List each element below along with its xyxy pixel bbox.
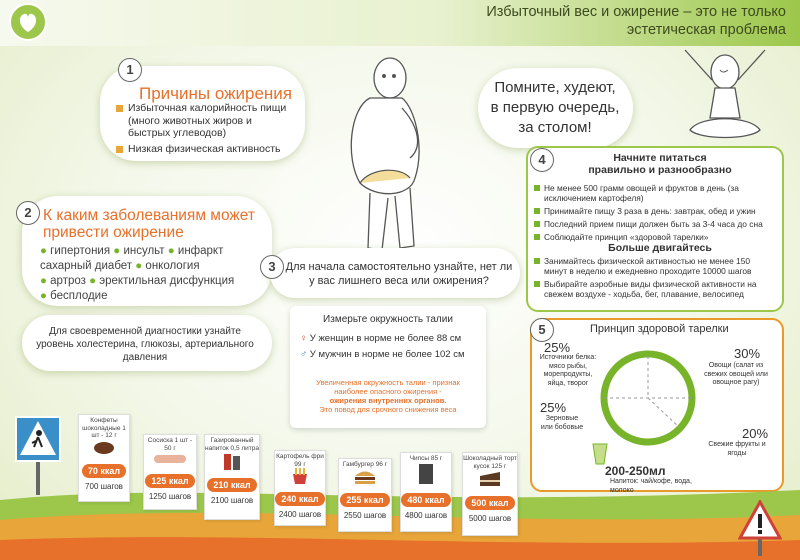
- food-kcal: 210 ккал: [207, 478, 256, 492]
- waist-title: Измерьте окружность талии: [323, 314, 453, 325]
- burger-icon: [352, 469, 378, 485]
- food-steps: 2550 шагов: [343, 510, 387, 520]
- step-number-3: 3: [260, 255, 284, 279]
- food-kcal: 500 ккал: [465, 496, 514, 510]
- warning-line: Это повод для срочного снижения веса: [319, 405, 457, 414]
- food-name: Сосиска 1 шт - 50 г: [147, 437, 193, 452]
- warning-line: ожирения внутренних органов.: [329, 396, 447, 405]
- eating-title-line-1: Начните питаться: [613, 152, 707, 164]
- disease-item: инфаркт: [177, 245, 224, 257]
- candy-icon: [89, 440, 119, 456]
- step-number-2: 2: [16, 201, 40, 225]
- drink-label: Напиток: чай/кофе, вода, молоко: [610, 478, 692, 494]
- men-norm-row: [300, 349, 464, 360]
- causes-list: [116, 102, 296, 158]
- food-steps: 2400 шагов: [278, 510, 322, 519]
- sausage-icon: [152, 452, 188, 466]
- waist-warning: [290, 378, 486, 414]
- fruit-percent: 20%: [742, 426, 769, 441]
- food-card: [400, 452, 452, 532]
- eating-advice-list: [534, 183, 774, 245]
- disease-item: эректильная дисфункция: [99, 275, 235, 287]
- food-kcal: 70 ккал: [82, 464, 126, 478]
- disease-item: бесплодие: [50, 290, 108, 302]
- healthy-plate-icon: [600, 350, 696, 446]
- food-card: [143, 434, 197, 510]
- disease-item: онкология: [145, 260, 200, 272]
- title-line-2: эстетическая проблема: [626, 22, 786, 38]
- grain-label: Зерновые или бобовые: [540, 415, 584, 431]
- causes-title: Причины ожирения: [139, 84, 292, 103]
- eating-advice-item: Соблюдайте принцип «здоровой тарелки»: [534, 232, 774, 242]
- fruit-label: Свежие фрукты и ягоды: [708, 441, 766, 457]
- food-name: Гамбургер 96 г: [342, 461, 388, 468]
- food-steps: 5000 шагов: [468, 514, 512, 523]
- veg-label: Овощи (салат из свежих овощей или овощное рагу): [704, 362, 768, 386]
- drink-amount: 200-250мл: [605, 464, 666, 478]
- eating-advice-item: Последний прием пищи должен быть за 3-4 часа до сна: [534, 219, 774, 229]
- food-card: [338, 458, 392, 532]
- warning-line: наиболее опасного ожирения -: [334, 387, 442, 396]
- cake-slice-icon: [477, 470, 503, 488]
- warning-sign-icon: [738, 500, 782, 556]
- healthy-lifestyle-logo-icon: [8, 2, 48, 42]
- man-icon: ♂: [300, 349, 308, 360]
- step-number-4: 4: [530, 148, 554, 172]
- disease-item: гипертония: [50, 245, 111, 257]
- move-advice-item: Занимайтесь физической активностью не менее 150 минут в неделю и ежедневно проходите 10000 шагов: [534, 256, 774, 276]
- overweight-man-illustration: [330, 48, 440, 258]
- woman-icon: ♀: [300, 333, 308, 344]
- step-number-5: 5: [530, 318, 554, 342]
- food-card: [462, 452, 518, 536]
- cause-item: Низкая физическая активность: [116, 143, 296, 156]
- eating-advice-item: Не менее 500 грамм овощей и фруктов в день (за исключением картофеля): [534, 183, 774, 203]
- women-norm-row: [300, 333, 461, 344]
- eating-title-line-2: правильно и разнообразно: [588, 164, 732, 176]
- diseases-list: ● гипертония ● инсульт ● инфаркт сахарный диабет ● онкология ● артроз ● эректильная дисфункция ● бесплодие: [40, 245, 235, 302]
- pedestrian-crossing-sign-icon: [14, 415, 62, 495]
- food-kcal: 255 ккал: [340, 493, 389, 507]
- move-advice-list: [534, 256, 774, 302]
- women-norm: У женщин в норме не более 88 см: [309, 333, 462, 344]
- grain-percent: 25%: [540, 400, 567, 415]
- food-card: [78, 414, 130, 502]
- protein-percent: 25%: [544, 340, 571, 355]
- food-kcal: 240 ккал: [275, 492, 324, 506]
- warning-line: Увеличенная окружность талии - признак: [316, 378, 460, 387]
- disease-item: сахарный диабет: [40, 260, 133, 272]
- food-name: Шоколадный торт кусок 125 г: [463, 455, 517, 470]
- food-name: Конфеты шоколадные 1 шт - 12 г: [82, 417, 126, 439]
- disease-item: артроз: [50, 275, 86, 287]
- food-name: Газированный напиток 0,5 литра: [205, 437, 259, 452]
- move-title: Больше двигайтесь: [608, 242, 712, 254]
- food-steps: 700 шагов: [85, 481, 123, 491]
- fries-icon: [288, 468, 312, 484]
- food-steps: 1250 шагов: [148, 492, 192, 501]
- page-title: [366, 3, 786, 39]
- protein-label: Источники белка: мясо рыбы, морепродукты, яйца, творог: [539, 354, 597, 387]
- plate-title: Принцип здоровой тарелки: [590, 323, 729, 335]
- cause-item: Избыточная калорийность пищи (много животных жиров и быстрых углеводов): [116, 102, 296, 140]
- disease-item: инсульт: [123, 245, 165, 257]
- food-kcal: 125 ккал: [145, 474, 194, 488]
- food-name: Чипсы 85 г: [409, 455, 443, 462]
- remember-slogan: Помните, худеют, в первую очередь, за столом!: [490, 79, 620, 136]
- diseases-title: К каким заболеваниям может привести ожирение: [43, 207, 255, 241]
- soda-can-icon: [220, 452, 244, 470]
- food-card: [274, 450, 326, 526]
- glass-icon: [590, 442, 610, 466]
- food-steps: 2100 шагов: [210, 496, 254, 505]
- food-kcal: 480 ккал: [401, 493, 450, 507]
- food-card: [204, 434, 260, 520]
- diagnostics-note: Для своевременной диагностики узнайте уровень холестерина, глюкозы, артериального давления: [36, 326, 254, 363]
- self-check-question: Для начала самостоятельно узнайте, нет ли у вас лишнего веса или ожирения?: [285, 261, 513, 287]
- move-advice-item: Выбирайте аэробные виды физической активности на свежем воздухе - ходьба, бег, плавание, велосипед: [534, 279, 774, 299]
- chips-pack-icon: [415, 463, 437, 485]
- men-norm: У мужчин в норме не более 102 см: [309, 349, 465, 360]
- eating-title: [560, 152, 760, 176]
- veg-percent: 30%: [734, 346, 761, 361]
- step-number-1: 1: [118, 58, 142, 82]
- eating-advice-item: Принимайте пищу 3 раза в день: завтрак, обед и ужин: [534, 206, 774, 216]
- title-line-1: Избыточный вес и ожирение – это не только: [486, 4, 786, 20]
- food-name: Картофель фри 99 г: [276, 453, 324, 468]
- meditating-man-illustration: [660, 40, 790, 150]
- food-steps: 4800 шагов: [404, 510, 448, 520]
